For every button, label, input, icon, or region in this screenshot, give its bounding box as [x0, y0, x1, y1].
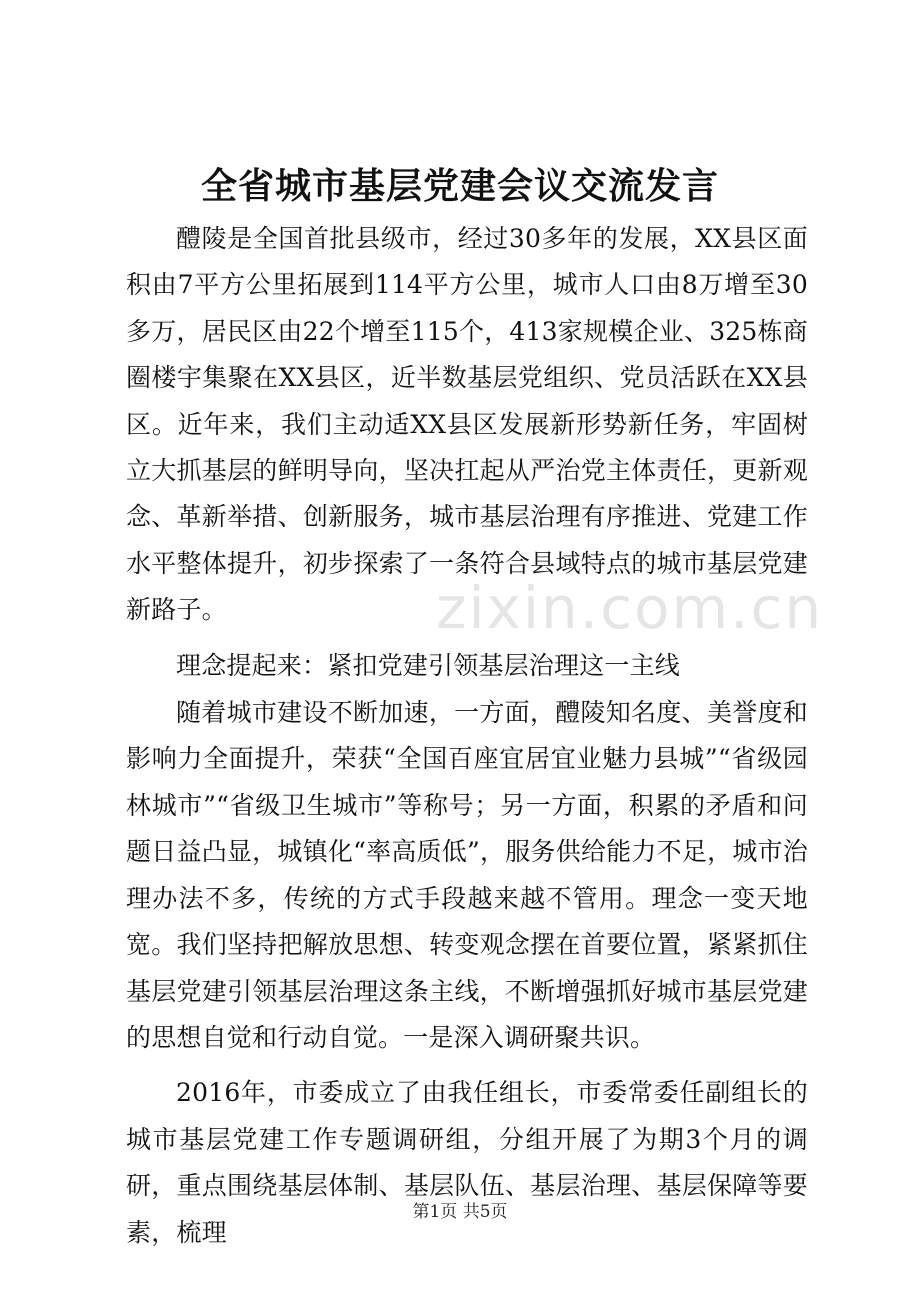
paragraph-intro: 醴陵是全国首批县级市，经过30多年的发展，XX县区面积由7平方公里拓展到114平方公里，城市人口由8万增至30多万，居民区由22个增至115个，413家规模企业、325栋商圈楼宇集聚在XX县区，近半数基层党组织、党员活跃在XX县区。近年来，我们主动适XX县区发展新形势新任务，牢固树立大抓基层的鲜明导向，坚决扛起从严治党主体责任，更新观念、革新举措、创新服务，城市基层治理有序推进、党建工作水平整体提升，初步探索了一条符合县域特点的城市基层党建新路子。: [126, 224, 808, 625]
paragraph-concept: 随着城市建设不断加速，一方面，醴陵知名度、美誉度和影响力全面提升，荣获“全国百座宜居宜业魅力县城”“省级园林城市”“省级卫生城市”等称号；另一方面，积累的矛盾和问题日益凸显，城镇化“率高质低”，服务供给能力不足，城市治理办法不多，传统的方式手段越来越不管用。理念一变天地宽。我们坚持把解放思想、转变观念摆在首要位置，紧紧抓住基层党建引领基层治理这条主线，不断增强抓好城市基层党建的思想自觉和行动自觉。一是深入调研聚共识。: [126, 698, 808, 1052]
section-heading: 理念提起来：紧扣党建引领基层治理这一主线: [176, 650, 681, 680]
document-title: 全省城市基层党建会议交流发言: [200, 165, 719, 207]
document-body: [126, 216, 808, 1256]
watermark-text: zixin.com.cn: [436, 574, 824, 642]
page-footer: 第1页 共5页: [412, 1202, 508, 1222]
paragraph-2016: 2016年，市委成立了由我任组长，市委常委任副组长的城市基层党建工作专题调研组，分组开展了为期3个月的调研，重点围绕基层体制、基层队伍、基层治理、基层保障等要素，梳理: [126, 1078, 808, 1247]
